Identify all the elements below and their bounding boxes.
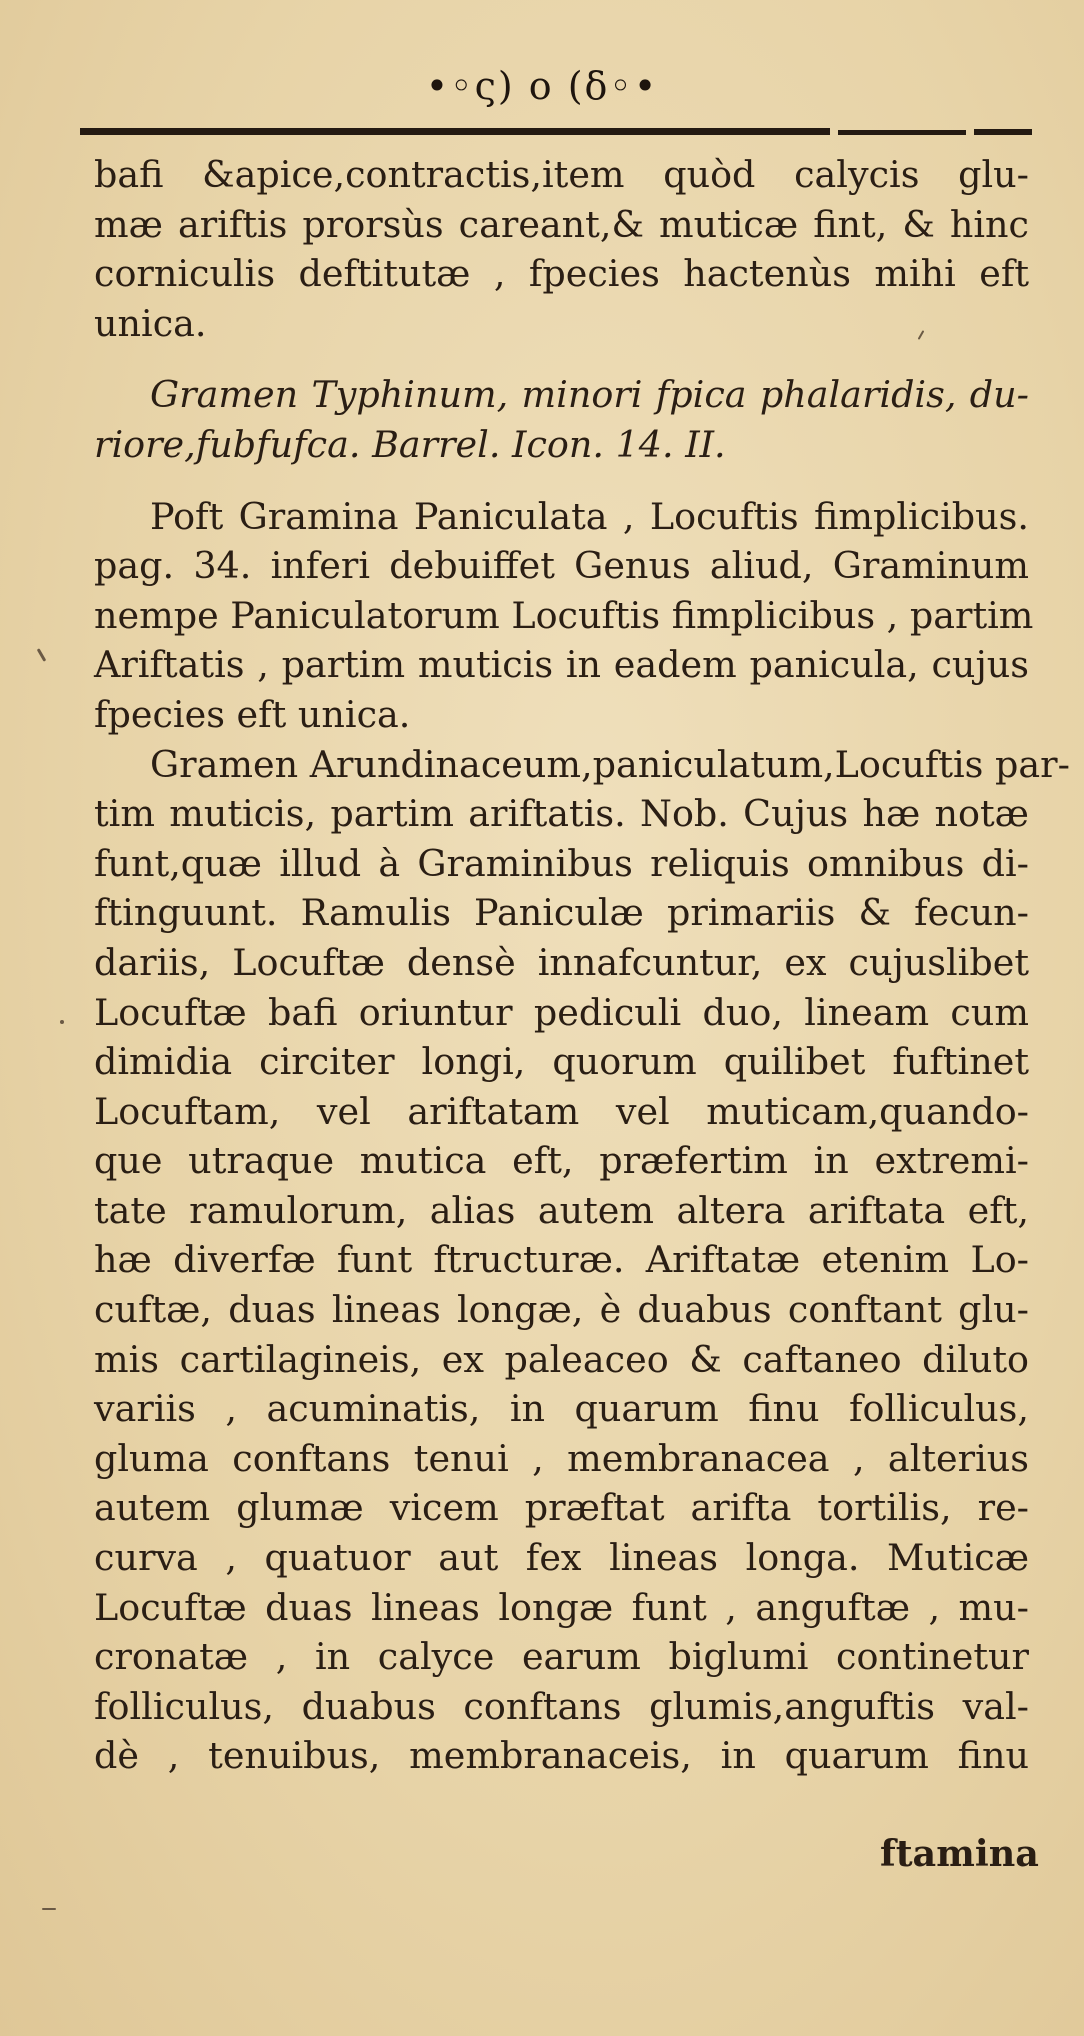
text-line: Locuftam, vel ariftatam vel muticam,quando- [94,1089,1029,1133]
text-line: hæ diverfæ funt ftructuræ. Ariftatæ etenim Lo- [94,1238,1029,1282]
header-rule-segment [838,130,966,135]
paragraph-gap [94,470,1029,492]
text-line: cuftæ, duas lineas longæ, è duabus conftant glu- [94,1288,1029,1332]
text-line: riore,fubfufca. Barrel. Icon. 14. II. [94,422,726,466]
header-rule-segment [974,129,1032,135]
header-rule [80,128,830,135]
paragraph [94,740,1070,1781]
text-line: cronatæ , in calyce earum biglumi continetur [94,1635,1029,1679]
text-line: Gramen Arundinaceum,paniculatum,Locuftis par- [150,742,1070,786]
paper-speck [37,648,47,662]
text-line: folliculus, duabus conftans glumis,anguftis val- [94,1684,1029,1728]
text-line: Locuftæ duas lineas longæ funt , anguftæ , mu- [94,1585,1029,1629]
catchword: ftamina [880,1832,1039,1875]
text-line: Gramen Typhinum, minori fpica phalaridis, du- [150,373,1029,417]
text-line: nempe Paniculatorum Locuftis fimplicibus , partim [94,593,1034,637]
text-line: dariis, Locuftæ densè innafcuntur, ex cujuslibet [94,940,1029,984]
text-line: gluma conftans tenui , membranacea , alterius [94,1436,1029,1480]
text-line: Ariftatis , partim muticis in eadem panicula, cujus [94,643,1029,687]
text-line: que utraque mutica eft, præfertim in extremi- [94,1139,1029,1183]
text-line: unica. [94,301,207,345]
text-line: dè , tenuibus, membranaceis, in quarum finu [94,1734,1029,1778]
text-line: curva , quatuor aut fex lineas longa. Muticæ [94,1536,1029,1580]
text-line: variis , acuminatis, in quarum finu folliculus, [94,1387,1029,1431]
paragraph [94,492,1034,740]
paragraph [94,150,1029,348]
text-line: tate ramulorum, alias autem altera ariftata eft, [94,1188,1029,1232]
body-text [94,150,1070,1781]
text-line: autem glumæ vicem præftat arifta tortilis, re- [94,1486,1029,1530]
paper-speck [60,1020,64,1024]
text-line: ftinguunt. Ramulis Paniculæ primariis & fecun- [94,891,1029,935]
text-line: fpecies eft unica. [94,692,411,736]
text-line: mæ ariftis prorsùs careant,& muticæ fint, & hinc [94,202,1029,246]
text-line: dimidia circiter longi, quorum quilibet fuftinet [94,1040,1029,1084]
text-line: bafi &apice,contractis,item quòd calycis glu- [94,153,1029,196]
text-line: Locuftæ bafi oriuntur pediculi duo, lineam cum [94,990,1029,1034]
running-head: •◦ς) o (δ◦• [425,64,659,108]
paragraph-gap [94,348,1029,370]
text-line: funt,quæ illud à Graminibus reliquis omnibus di- [94,841,1029,885]
text-line: tim muticis, partim ariftatis. Nob. Cujus hæ notæ [94,792,1029,836]
species-heading [94,370,1029,469]
text-line: mis cartilagineis, ex paleaceo & caftaneo diluto [94,1337,1029,1381]
paper-speck [42,1908,56,1910]
text-line: corniculis deftitutæ , fpecies hactenùs mihi eft [94,252,1029,296]
text-line: pag. 34. inferi debuiffet Genus aliud, Graminum [94,544,1029,588]
text-line: Poft Gramina Paniculata , Locuftis fimplicibus. [150,494,1029,538]
